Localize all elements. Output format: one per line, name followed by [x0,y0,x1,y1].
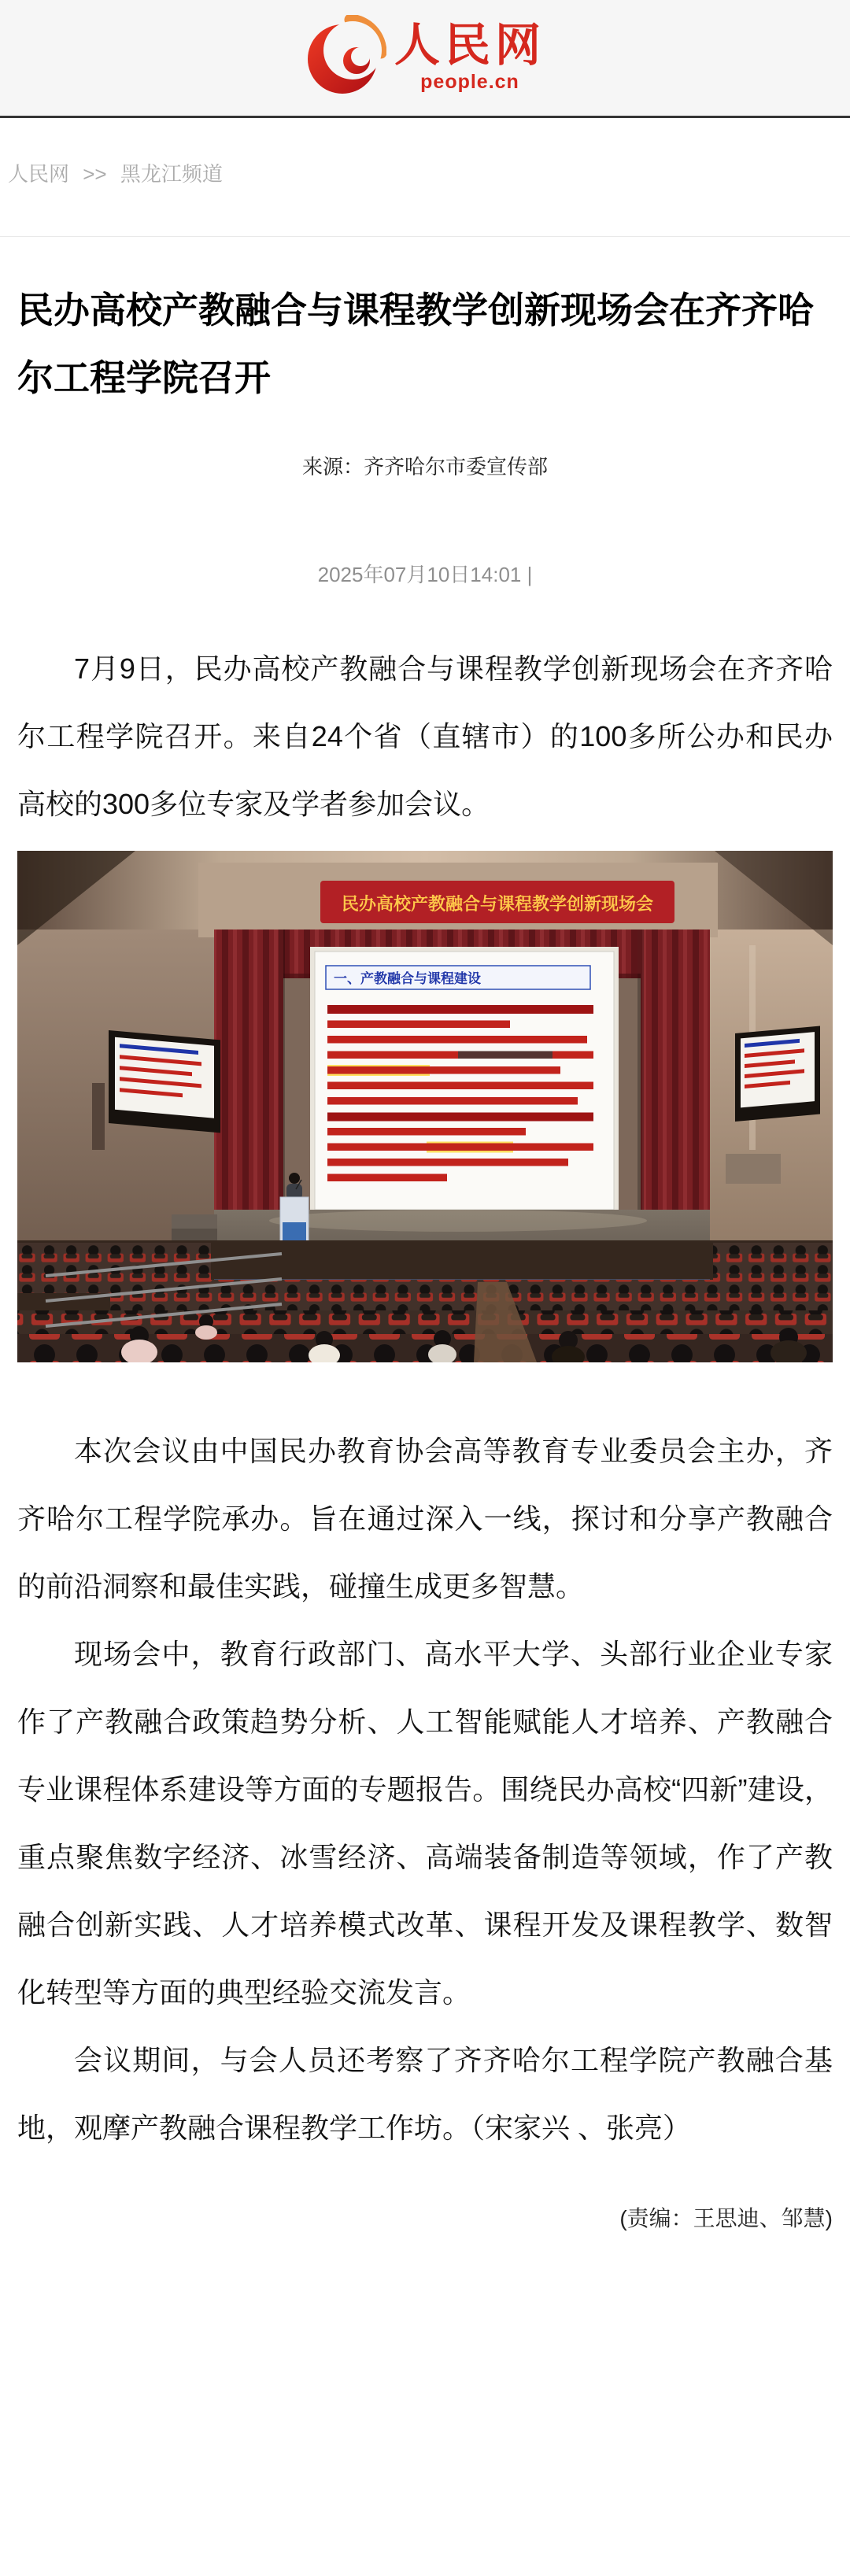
article-body [17,635,833,2162]
article-source: 来源：齐齐哈尔市委宣传部 [301,455,548,479]
logo-cn-text: 人民网 [394,19,545,71]
projection-screen [310,947,619,1214]
logo-en-text: people.cn [420,71,519,94]
people-cn-globe-icon [305,15,386,101]
side-screen-right [735,1026,820,1122]
stage-banner [320,881,674,923]
side-screen-left [109,1030,220,1133]
breadcrumb-separator: >> [83,162,107,186]
paragraph-1: 7月9日，民办高校产教融合与课程教学创新现场会在齐齐哈尔工程学院召开。来自24个省（直辖市）的100多所公办和民办高校的300多位专家及学者参加会议。 [17,652,833,820]
article-title: 民办高校产教融合与课程教学创新现场会在齐齐哈尔工程学院召开 [17,290,814,398]
article [0,276,850,2280]
curtain-shadow-right [638,930,644,1233]
slide-title-text: 一、产教融合与课程建设 [334,971,481,986]
stage-curtain-right [641,930,710,1233]
paragraph-4: 会议期间，与会人员还考察了齐齐哈尔工程学院产教融合基地，观摩产教融合课程教学工作坊。（宋家兴 、张亮） [17,2044,833,2144]
breadcrumb-home-link[interactable]: 人民网 [8,162,70,186]
paragraph-2: 本次会议由中国民办教育协会高等教育专业委员会主办，齐齐哈尔工程学院承办。旨在通过深入一线，探讨和分享产教融合的前沿洞察和最佳实践，碰撞生成更多智慧。 [17,1435,833,1602]
breadcrumb [0,161,850,187]
wall-panel [726,1154,781,1184]
header-divider [0,236,850,237]
stage-light-spot [269,1210,647,1232]
site-header [0,0,850,118]
stage-curtain-left [214,930,283,1233]
stage-banner-text: 民办高校产教融合与课程教学创新现场会 [341,894,654,914]
people-cn-logo[interactable] [305,15,545,101]
breadcrumb-channel-link[interactable]: 黑龙江频道 [120,162,223,186]
curtain-shadow-left [279,930,285,1233]
wall-vent [92,1083,105,1150]
article-date: 2025年07月10日14:01 | [317,563,533,586]
editor-note: (责编：王思迪、邹慧) [619,2206,833,2230]
article-photo-conference-hall [17,851,833,1362]
paragraph-3: 现场会中，教育行政部门、高水平大学、头部行业企业专家作了产教融合政策趋势分析、人工智能赋能人才培养、产教融合专业课程体系建设等方面的专题报告。围绕民办高校“四新”建设，重点聚焦数字经济、冰雪经济、高端装备制造等领域，作了产教融合创新实践、人才培养模式改革、课程开发及课程教学、数智化转型等方面的典型经验交流发言。 [17,1638,833,2009]
